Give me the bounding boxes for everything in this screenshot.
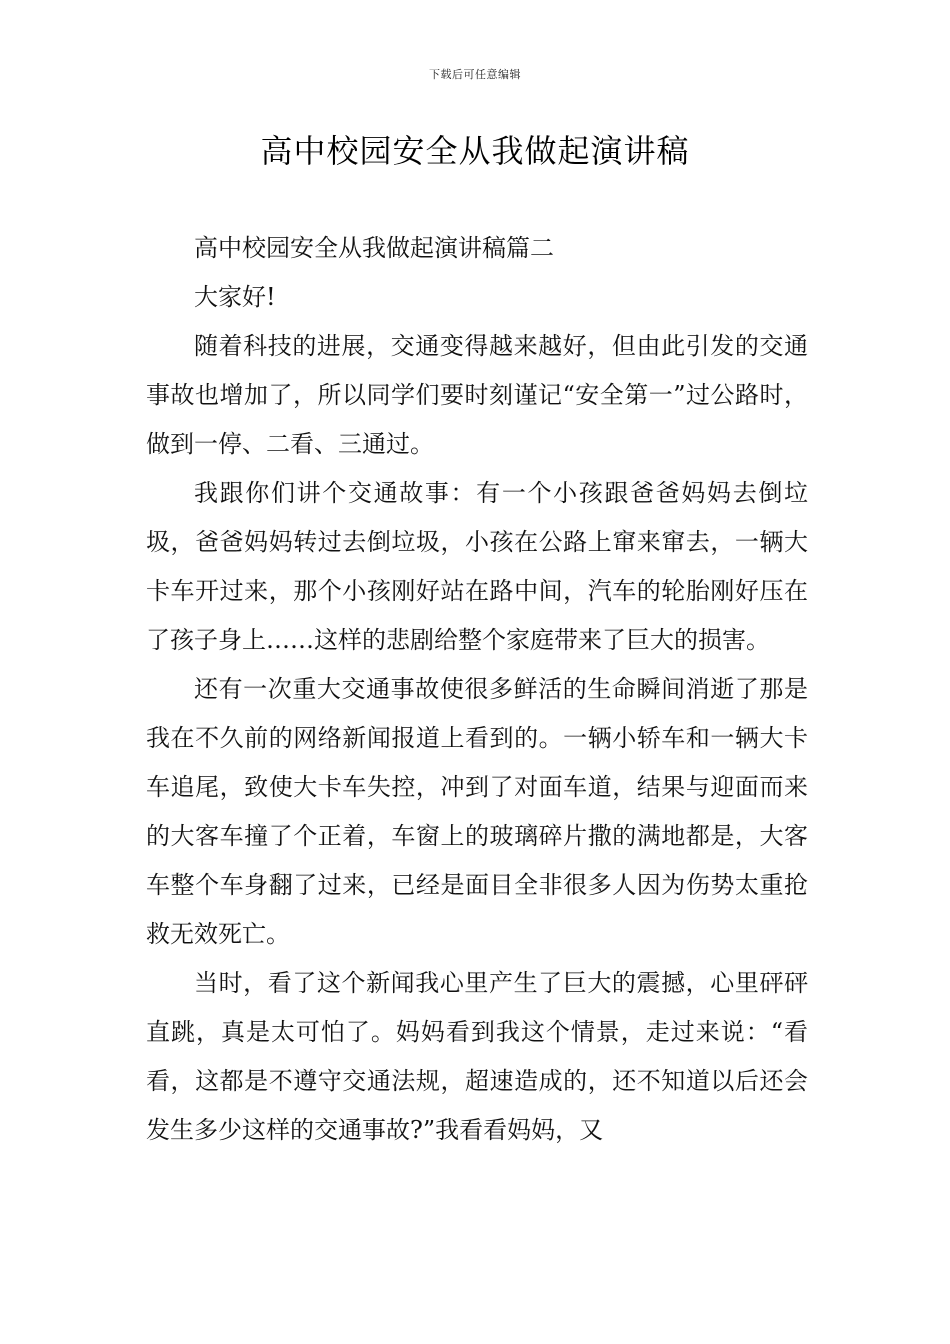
body-paragraph: 当时，看了这个新闻我心里产生了巨大的震撼，心里砰砰直跳，真是太可怕了。妈妈看到我这个情景，走过来说：“看看，这都是不遵守交通法规，超速造成的，还不知道以后还会发生多少这样的交通事故?”我看看妈妈，又 xyxy=(146,969,808,1144)
greeting-paragraph: 大家好! xyxy=(194,283,276,311)
document-title: 高中校园安全从我做起演讲稿 xyxy=(260,132,690,170)
body-paragraph: 随着科技的进展，交通变得越来越好，但由此引发的交通事故也增加了，所以同学们要时刻谨记“安全第一”过公路时，做到一停、二看、三通过。 xyxy=(146,332,808,458)
body-paragraph: 我跟你们讲个交通故事：有一个小孩跟爸爸妈妈去倒垃圾，爸爸妈妈转过去倒垃圾，小孩在公路上窜来窜去，一辆大卡车开过来，那个小孩刚好站在路中间，汽车的轮胎刚好压在了孩子身上……这样的悲剧给整个家庭带来了巨大的损害。 xyxy=(146,479,808,654)
document-body xyxy=(146,224,808,1155)
section-subtitle: 高中校园安全从我做起演讲稿篇二 xyxy=(194,234,554,262)
header-note: 下载后可任意编辑 xyxy=(429,68,521,81)
body-paragraph: 还有一次重大交通事故使很多鲜活的生命瞬间消逝了那是我在不久前的网络新闻报道上看到的。一辆小轿车和一辆大卡车追尾，致使大卡车失控，冲到了对面车道，结果与迎面而来的大客车撞了个正着，车窗上的玻璃碎片撒的满地都是，大客车整个车身翻了过来，已经是面目全非很多人因为伤势太重抢救无效死亡。 xyxy=(146,675,808,948)
